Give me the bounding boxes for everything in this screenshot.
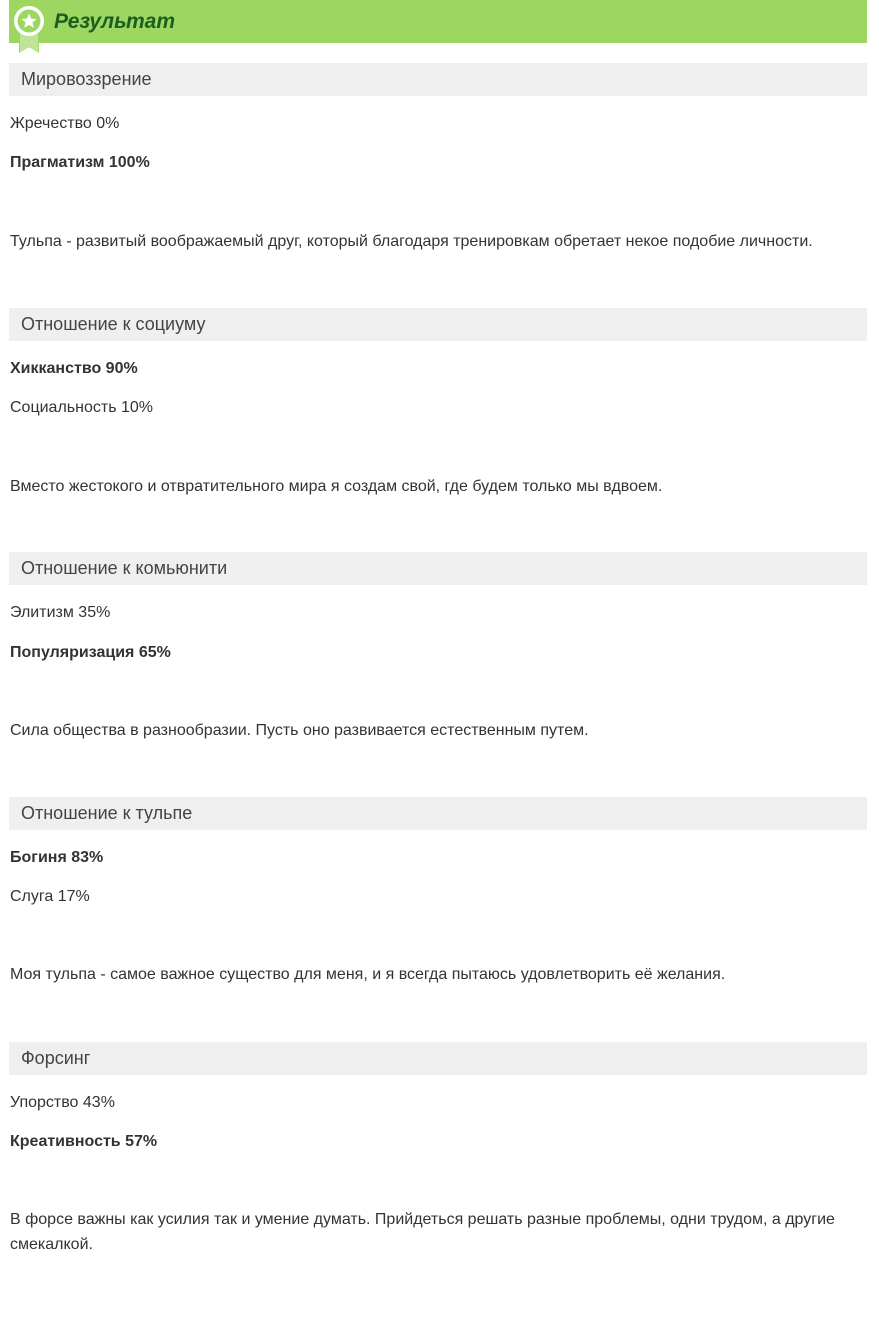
section-forcing [9, 1042, 867, 1075]
option-persistence: Упорство 43% [10, 1094, 115, 1111]
option-popularization: Популяризация 65% [10, 644, 171, 661]
section-title: Форсинг [9, 1042, 867, 1075]
option-goddess: Богиня 83% [10, 849, 104, 866]
section-description: Моя тульпа - самое важное существо для меня, и я всегда пытаюсь удовлетворить её желания. [10, 966, 726, 983]
award-ribbon-icon [12, 4, 46, 56]
option-creativity: Креативность 57% [10, 1133, 158, 1150]
option-hikikomori: Хикканство 90% [10, 360, 138, 377]
result-title: Результат [54, 10, 176, 33]
section-society [9, 308, 867, 341]
option-elitism: Элитизм 35% [10, 604, 111, 621]
section-description: В форсе важны как усилия так и умение думать. Прийдеться решать разные проблемы, одни трудом, а другие смекалкой. [10, 1211, 835, 1253]
section-title: Отношение к тульпе [9, 797, 867, 830]
section-description: Сила общества в разнообразии. Пусть оно развивается естественным путем. [10, 722, 589, 739]
section-title: Мировоззрение [9, 63, 867, 96]
section-tulpa [9, 797, 867, 830]
option-priesthood: Жречество 0% [10, 115, 120, 132]
section-description: Вместо жестокого и отвратительного мира я создам свой, где будем только мы вдвоем. [10, 478, 663, 495]
section-description: Тульпа - развитый воображаемый друг, который благодаря тренировкам обретает некое подобие личности. [10, 233, 813, 250]
section-title: Отношение к комьюнити [9, 552, 867, 585]
section-worldview [9, 63, 867, 96]
option-sociality: Социальность 10% [10, 399, 153, 416]
option-servant: Слуга 17% [10, 888, 90, 905]
section-community [9, 552, 867, 585]
option-pragmatism: Прагматизм 100% [10, 154, 150, 171]
section-title: Отношение к социуму [9, 308, 867, 341]
